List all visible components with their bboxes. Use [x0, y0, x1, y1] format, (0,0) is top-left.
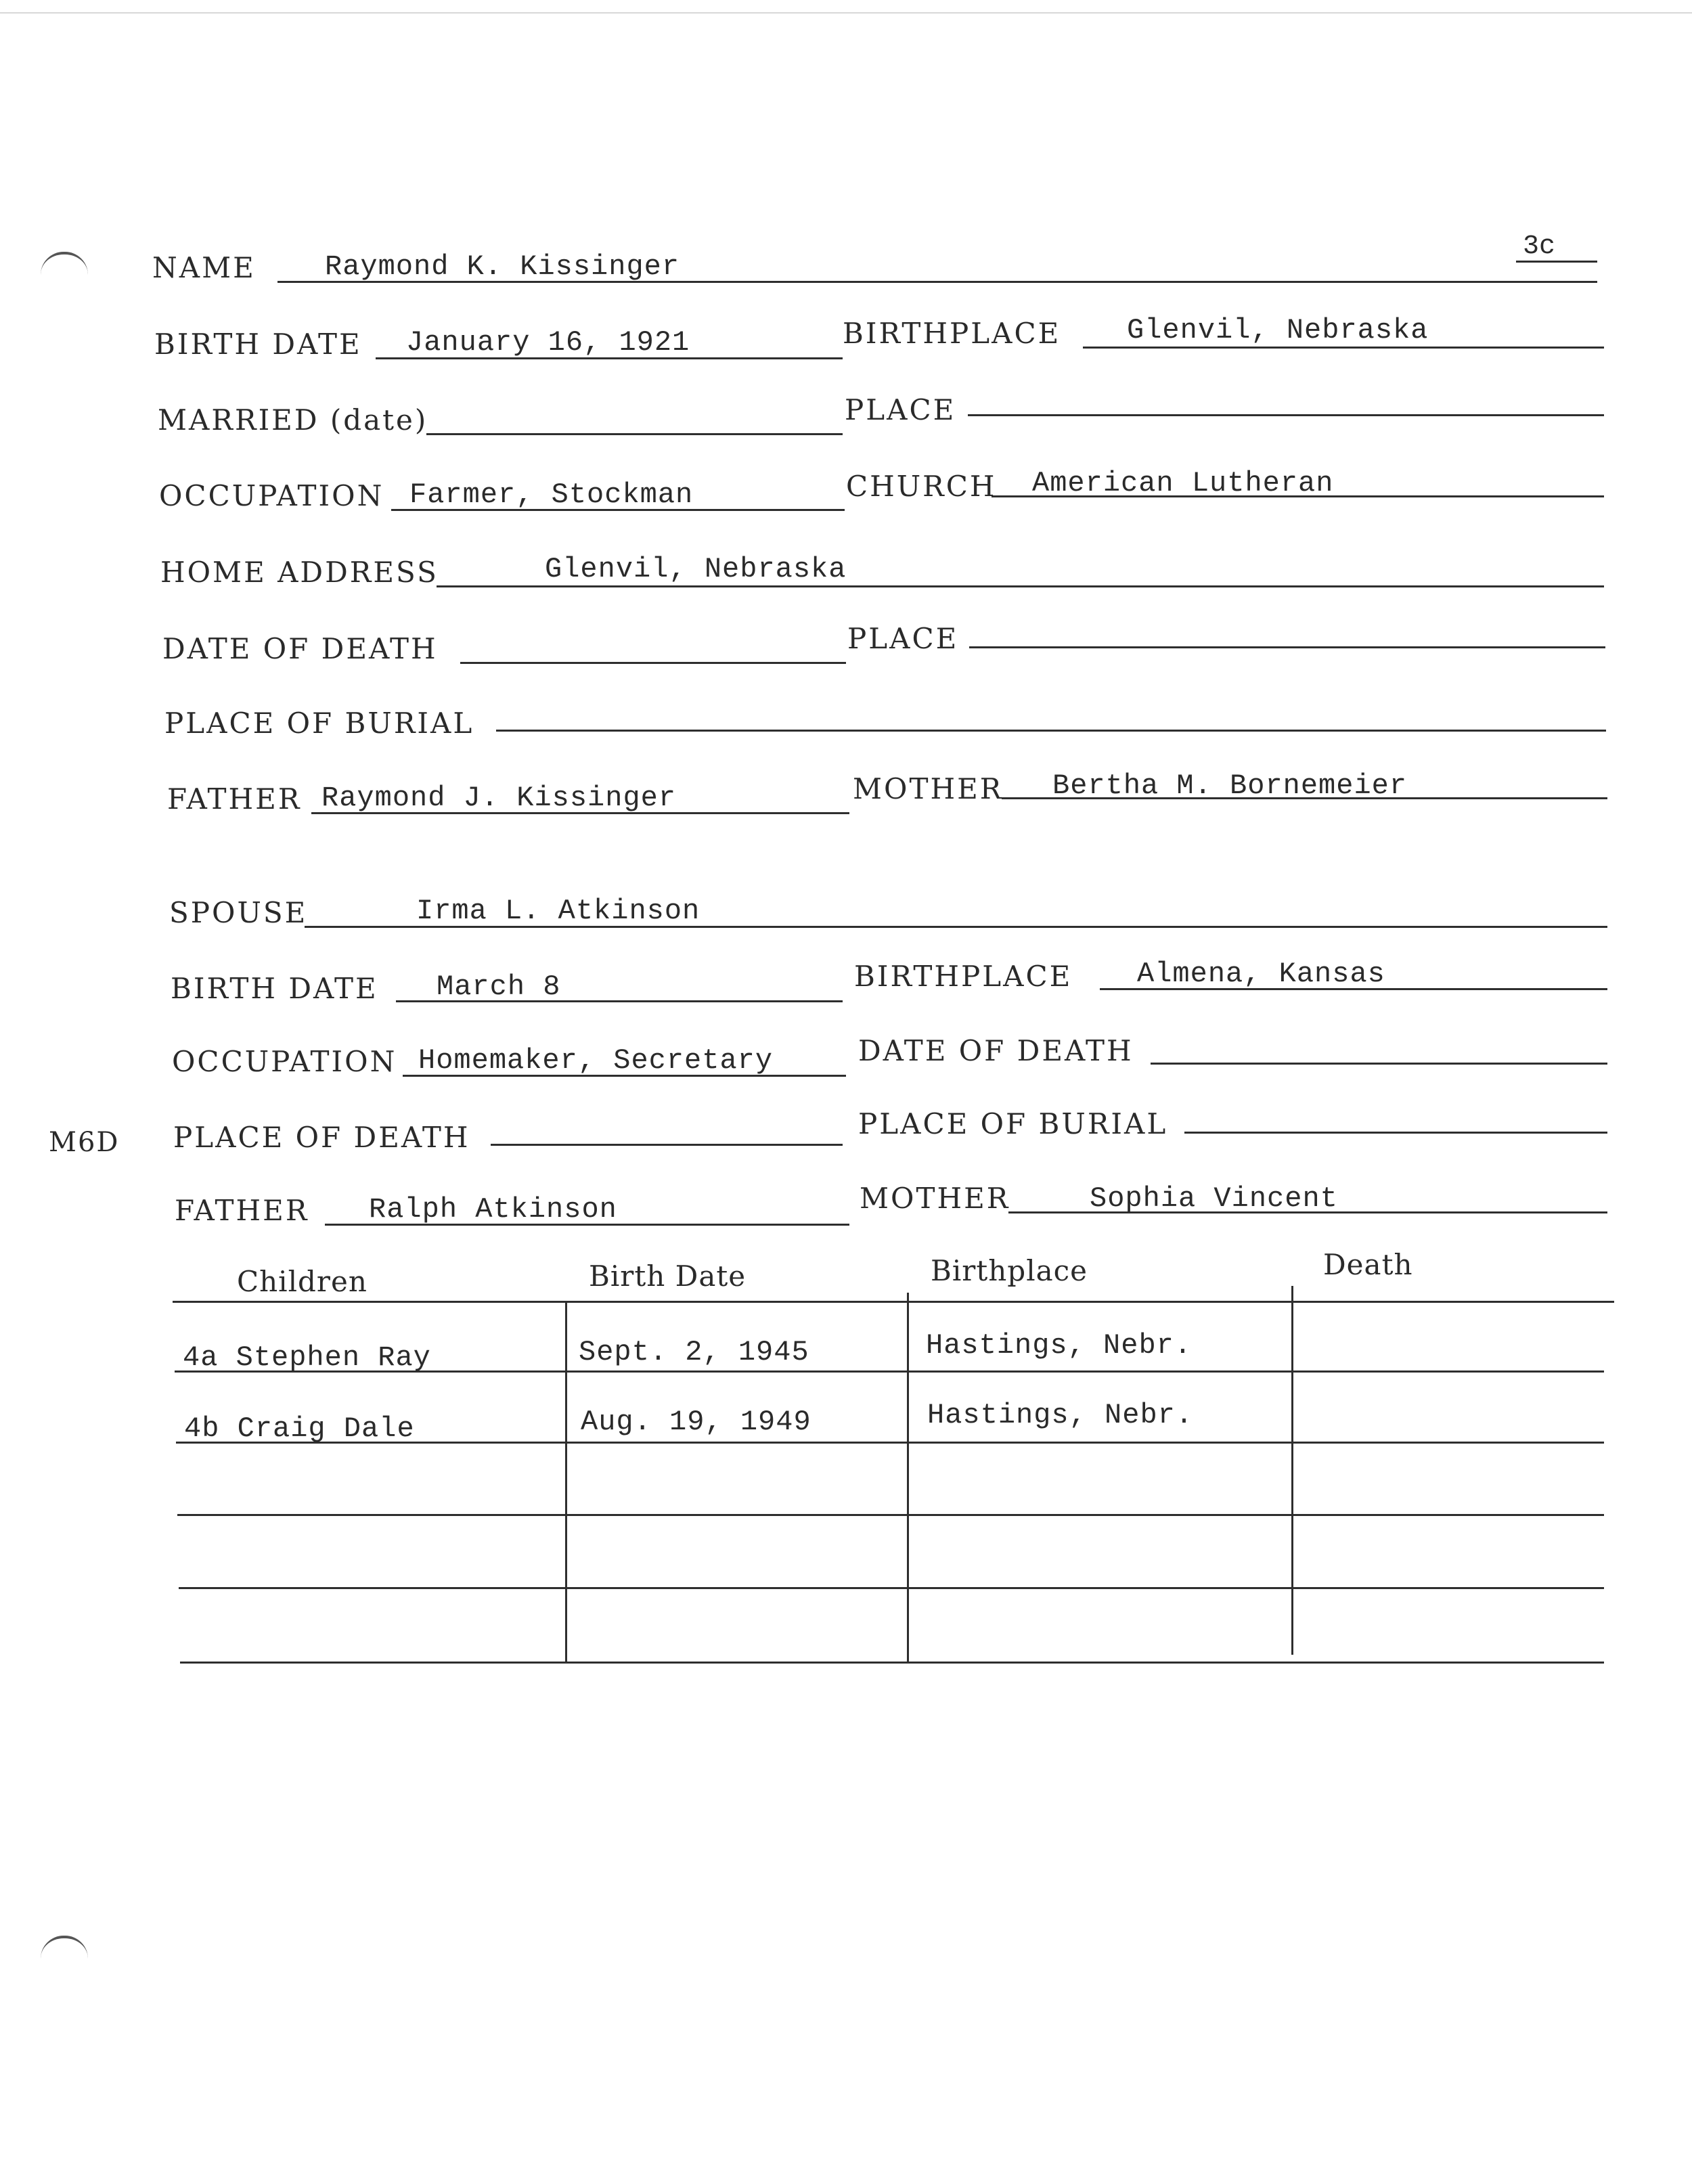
occupation-value[interactable]: Farmer, Stockman	[409, 478, 694, 511]
spouse-birthplace-value[interactable]: Almena, Kansas	[1137, 958, 1385, 990]
spouse-place-of-death-label: PLACE OF DEATH	[173, 1121, 470, 1154]
home-address-label: HOME ADDRESS	[160, 556, 439, 589]
children-header: Children	[237, 1265, 368, 1298]
birthplace-header: Birthplace	[931, 1254, 1088, 1287]
birthplace-cell: Hastings, Nebr.	[926, 1329, 1193, 1362]
spouse-birth-date-value[interactable]: March 8	[437, 971, 561, 1003]
spouse-date-of-death-label: DATE OF DEATH	[858, 1034, 1134, 1067]
father-label: FATHER	[167, 782, 302, 816]
scan-edge	[0, 12, 1692, 14]
name-value[interactable]: Raymond K. Kissinger	[325, 250, 680, 283]
spouse-occupation-label: OCCUPATION	[172, 1045, 397, 1078]
spouse-birthplace-label: BIRTHPLACE	[854, 960, 1073, 993]
birth-date-label: BIRTH DATE	[154, 328, 362, 361]
occupation-label: OCCUPATION	[159, 479, 384, 512]
place-of-burial-label: PLACE OF BURIAL	[164, 707, 474, 740]
child-name-cell: 4a Stephen Ray	[183, 1341, 431, 1374]
margin-note: M6D	[49, 1127, 120, 1158]
married-place-label: PLACE	[845, 393, 956, 426]
home-address-value[interactable]: Glenvil, Nebraska	[545, 553, 847, 585]
mother-value[interactable]: Bertha M. Bornemeier	[1052, 770, 1408, 802]
death-place-label: PLACE	[847, 622, 959, 655]
binder-hole-mark	[41, 252, 88, 275]
birthplace-label: BIRTHPLACE	[843, 317, 1061, 350]
spouse-father-value[interactable]: Ralph Atkinson	[369, 1193, 617, 1226]
married-label: MARRIED (date)	[158, 403, 428, 437]
spouse-birth-date-label: BIRTH DATE	[171, 972, 378, 1005]
birth-date-cell: Sept. 2, 1945	[579, 1336, 809, 1368]
date-of-death-label: DATE OF DEATH	[162, 632, 438, 665]
birthplace-value[interactable]: Glenvil, Nebraska	[1127, 314, 1429, 347]
spouse-place-of-burial-label: PLACE OF BURIAL	[858, 1107, 1168, 1140]
death-header: Death	[1323, 1248, 1413, 1281]
church-value[interactable]: American Lutheran	[1032, 467, 1334, 499]
birth-date-cell: Aug. 19, 1949	[581, 1406, 811, 1438]
father-value[interactable]: Raymond J. Kissinger	[321, 782, 677, 814]
spouse-father-label: FATHER	[175, 1194, 309, 1227]
spouse-occupation-value[interactable]: Homemaker, Secretary	[418, 1044, 774, 1077]
spouse-label: SPOUSE	[169, 896, 308, 929]
mother-label: MOTHER	[853, 772, 1004, 805]
spouse-name-value[interactable]: Irma L. Atkinson	[416, 895, 700, 927]
birthplace-cell: Hastings, Nebr.	[927, 1399, 1194, 1431]
birth-date-value[interactable]: January 16, 1921	[406, 326, 690, 359]
binder-hole-mark	[41, 1936, 88, 1959]
child-name-cell: 4b Craig Dale	[184, 1412, 415, 1445]
spouse-mother-value[interactable]: Sophia Vincent	[1090, 1182, 1338, 1215]
name-label: NAME	[152, 251, 256, 284]
birth-date-header: Birth Date	[589, 1260, 747, 1293]
spouse-mother-label: MOTHER	[860, 1182, 1010, 1215]
church-label: CHURCH	[846, 470, 997, 503]
page-number: 3c	[1523, 231, 1556, 262]
